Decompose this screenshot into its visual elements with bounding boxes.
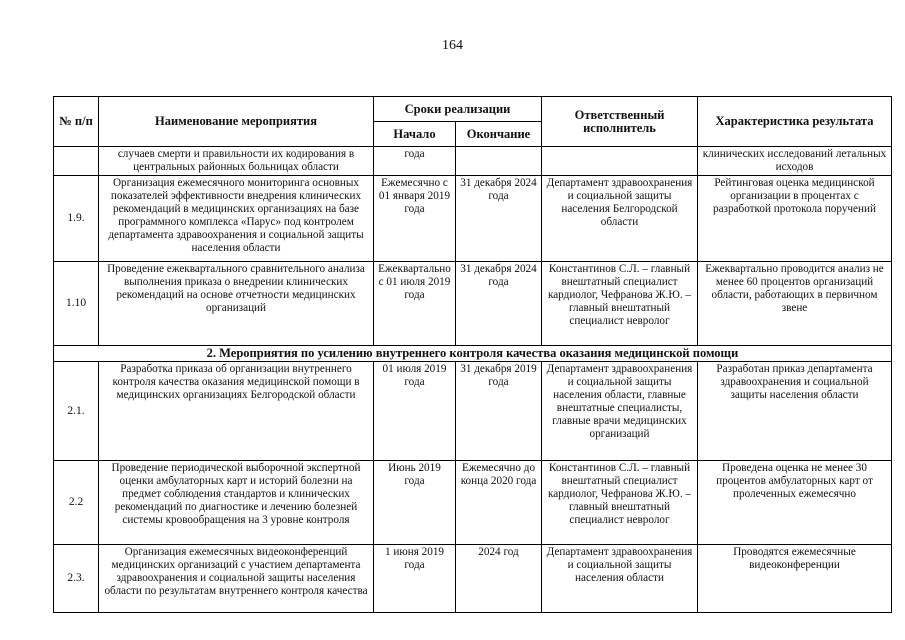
row-end [456,147,542,176]
row-result: Рейтинговая оценка медицинской организации в процентах с разработкой протокола поручений [698,176,892,262]
row-name: Разработка приказа об организации внутреннего контроля качества оказания медицинской помощи в медицинских организациях Белгородской области [99,362,374,461]
header-num: № п/п [54,97,99,147]
row-start: Ежемесячно с 01 января 2019 года [374,176,456,262]
header-result: Характеристика результата [698,97,892,147]
activities-table [53,96,892,613]
row-responsible: Департамент здравоохранения и социальной защиты населения области [542,545,698,613]
row-num: 2.2 [54,461,99,545]
row-name: случаев смерти и правильности их кодирования в центральных районных больницах области [99,147,374,176]
row-start: 1 июня 2019 года [374,545,456,613]
row-responsible: Департамент здравоохранения и социальной защиты населения области, главные внештатные специалисты, главные врачи медицинских организаций [542,362,698,461]
row-num: 1.10 [54,262,99,346]
table-row [54,362,892,461]
row-name: Проведение ежеквартального сравнительного анализа выполнения приказа о внедрении клинических рекомендаций на основе отчетности медицинских организаций [99,262,374,346]
row-responsible: Константинов С.Л. – главный внештатный специалист кардиолог, Чефранова Ж.Ю. – главный внештатный специалист невролог [542,461,698,545]
table-row [54,176,892,262]
table-row [54,545,892,613]
row-num: 2.3. [54,545,99,613]
row-num: 1.9. [54,176,99,262]
table-row [54,461,892,545]
header-end: Окончание [456,122,542,147]
row-result: клинических исследований летальных исходов [698,147,892,176]
row-result: Проведена оценка не менее 30 процентов амбулаторных карт от пролеченных ежемесячно [698,461,892,545]
table-row [54,147,892,176]
row-start: Июнь 2019 года [374,461,456,545]
row-responsible: Департамент здравоохранения и социальной защиты населения Белгородской области [542,176,698,262]
page-number: 164 [442,38,463,53]
row-end: 2024 год [456,545,542,613]
row-end: Ежемесячно до конца 2020 года [456,461,542,545]
row-end: 31 декабря 2024 года [456,262,542,346]
row-name: Организация ежемесячного мониторинга основных показателей эффективности внедрения клинических рекомендаций в медицинских организациях на базе программного комплекса «Парус» под контролем департамента здравоохранения и социальной защиты населения области [99,176,374,262]
table-row [54,262,892,346]
row-end: 31 декабря 2024 года [456,176,542,262]
row-responsible [542,147,698,176]
row-result: Ежеквартально проводится анализ не менее 60 процентов организаций области, работающих в первичном звене [698,262,892,346]
row-end: 31 декабря 2019 года [456,362,542,461]
section-title: 2. Мероприятия по усилению внутреннего контроля качества оказания медицинской помощи [54,346,892,362]
row-start: Ежеквартально с 01 июля 2019 года [374,262,456,346]
row-result: Проводятся ежемесячные видеоконференции [698,545,892,613]
row-name: Проведение периодической выборочной экспертной оценки амбулаторных карт и историй болезни на предмет соблюдения стандартов и клинических рекомендаций по диагностике и лечению болезней системы кровообращения на 3 уровне контроля [99,461,374,545]
row-responsible: Константинов С.Л. – главный внештатный специалист кардиолог, Чефранова Ж.Ю. – главный внештатный специалист невролог [542,262,698,346]
row-num [54,147,99,176]
row-result: Разработан приказ департамента здравоохранения и социальной защиты населения области [698,362,892,461]
section-row [54,346,892,362]
row-start: года [374,147,456,176]
row-start: 01 июля 2019 года [374,362,456,461]
header-timing: Сроки реализации [374,97,542,122]
header-name: Наименование мероприятия [99,97,374,147]
row-name: Организация ежемесячных видеоконференций медицинских организаций с участием департамента здравоохранения и социальной защиты населения области по результатам внутреннего контроля качества [99,545,374,613]
header-start: Начало [374,122,456,147]
row-num: 2.1. [54,362,99,461]
header-responsible: Ответственный исполнитель [542,97,698,147]
